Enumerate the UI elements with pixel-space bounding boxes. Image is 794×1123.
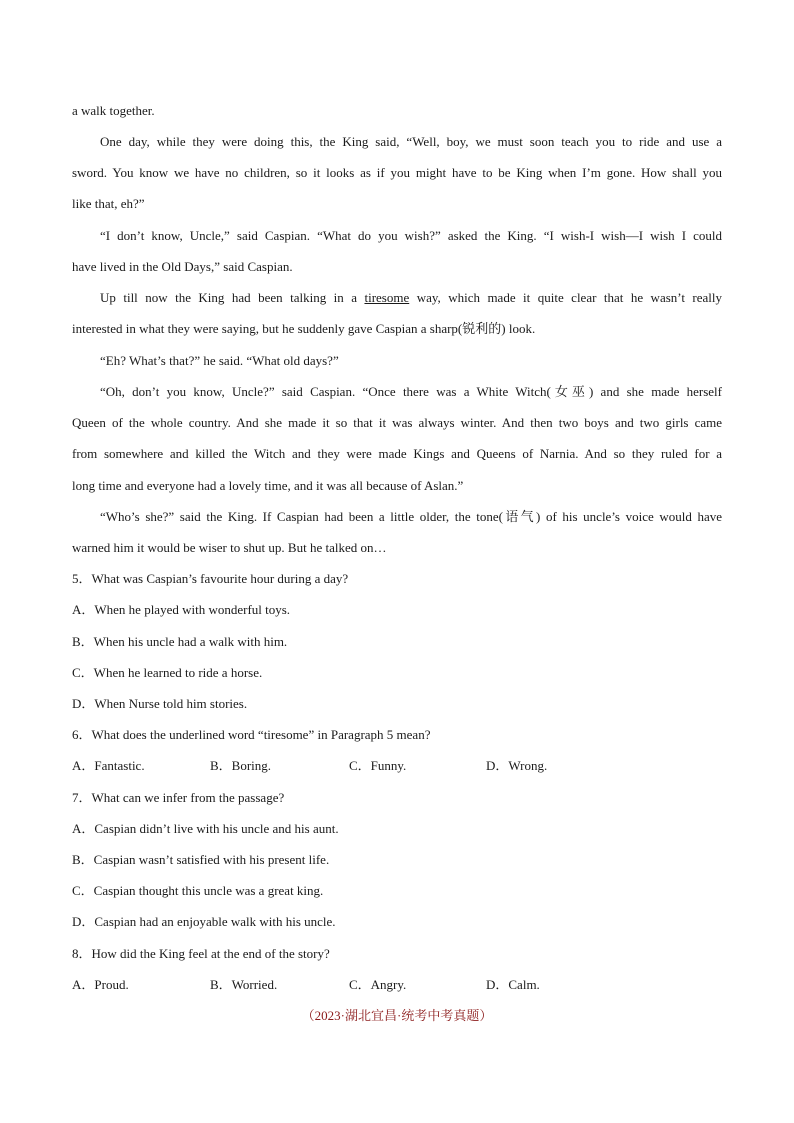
question-option: B．Boring. [210, 758, 272, 773]
passage-line: have lived in the Old Days,” said Caspian. [72, 259, 293, 274]
question-option: B．When his uncle had a walk with him. [72, 634, 288, 649]
question-option: A．When he played with wonderful toys. [72, 602, 291, 617]
question-option: C．Angry. [349, 977, 407, 992]
passage-line [100, 290, 722, 306]
passage-line: sword. You know we have no children, so it looks as if you might have to be King when I’m gone. How shall you [72, 165, 722, 180]
passage-line: “Eh? What’s that?” he said. “What old days?” [100, 353, 339, 368]
question-option: A．Proud. [72, 977, 129, 992]
question-option: C．When he learned to ride a horse. [72, 665, 263, 680]
passage-line: from somewhere and killed the Witch and they were made Kings and Queens of Narnia. And so they ruled for a [72, 446, 722, 461]
passage-line: Queen of the whole country. And she made it so that it was always winter. And then two boys and two girls came [72, 415, 722, 430]
question-option: D．Calm. [486, 977, 540, 992]
passage-line: “Who’s she?” said the King. If Caspian had been a little older, the tone(语气) of his uncle’s voice would have [100, 509, 722, 524]
question-stem: 7．What can we infer from the passage? [72, 790, 285, 805]
question-option: C．Funny. [349, 758, 407, 773]
question-stem: 6．What does the underlined word “tiresome” in Paragraph 5 mean? [72, 727, 431, 742]
passage-line: interested in what they were saying, but he suddenly gave Caspian a sharp(锐利的) look. [72, 321, 536, 336]
passage-line: “I don’t know, Uncle,” said Caspian. “What do you wish?” asked the King. “I wish-I wish—I wish I could [100, 228, 722, 243]
passage-text: Up till now the King had been talking in a [100, 290, 357, 305]
question-option: D．When Nurse told him stories. [72, 696, 248, 711]
passage-line: long time and everyone had a lovely time, and it was all because of Aslan.” [72, 478, 464, 493]
question-option: D．Caspian had an enjoyable walk with his uncle. [72, 914, 336, 929]
passage-line: warned him it would be wiser to shut up. But he talked on… [72, 540, 387, 555]
underlined-word: tiresome [364, 290, 410, 305]
source-citation: （2023·湖北宜昌·统考中考真题） [301, 1008, 493, 1023]
question-option: D．Wrong. [486, 758, 548, 773]
question-option: C．Caspian thought this uncle was a great king. [72, 883, 324, 898]
question-option: A．Caspian didn’t live with his uncle and his aunt. [72, 821, 339, 836]
question-stem: 8．How did the King feel at the end of the story? [72, 946, 330, 961]
question-option: B．Caspian wasn’t satisfied with his present life. [72, 852, 330, 867]
passage-line: like that, eh?” [72, 196, 145, 211]
question-stem: 5．What was Caspian’s favourite hour during a day? [72, 571, 349, 586]
passage-line: One day, while they were doing this, the King said, “Well, boy, we must soon teach you to ride and use a [100, 134, 722, 149]
passage-line: “Oh, don’t you know, Uncle?” said Caspian. “Once there was a White Witch(女巫) and she made herself [100, 384, 722, 399]
question-option: A．Fantastic. [72, 758, 145, 773]
passage-line: a walk together. [72, 103, 155, 118]
question-option: B．Worried. [210, 977, 278, 992]
passage-text: way, which made it quite clear that he wasn’t really [416, 290, 723, 305]
